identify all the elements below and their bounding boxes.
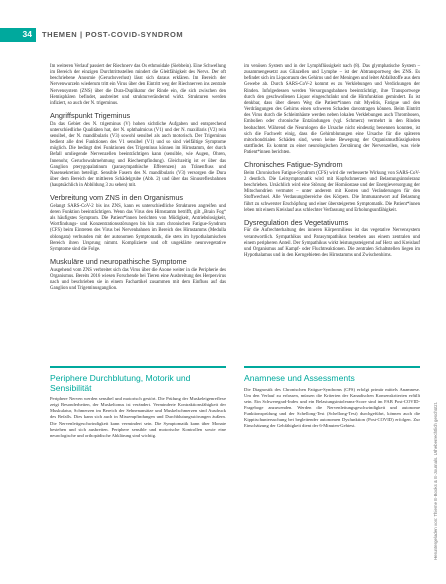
heading-fatigue: Chronisches Fatigue-Syndrom [244,160,343,170]
muskel-paragraph: Ausgehend vom ZNS verbreitet sich das Virus über die Axone weiter in die Peripherie des Organismus. Bereits 2016 wiesen Forschende bei Tieren eine Ausbreitung des Herpesvirus nach und beschrieben sie in einem Fachartikel zusammen mit dem Einfluss auf das Ganglion und Trigeminusganglion. [50,267,226,292]
info-box-periphery [50,366,226,439]
trigeminus-paragraph: Da das Gebiet des N. trigeminus (V) hohen sichtliche Aufgaben und entsprechend unterschiedliche Qualitäten hat, der N. ophthalmicus (V1) und der N. maxillaris (V2) rein sensibel, der N. mandibularis (V3) sowohl sensibel als auch motorisch. Der Trigeminus bedient alle drei Funktionen des V1 sensibel (V1) und so sind vielfältige Symptome möglich. Die bedingt drei Funktionen des Trigeminus können im Hirnstamm, der durch Befall umliegende Nervenzellen beeinträchtigen kann (sensible, wie Augen, Ohren, Innenohr, Geruchswahrnehmung und Riechempfindung). Gleichzeitig ist er über das Ganglion pterygopalatinum (parasympathische Efferenzen) an Tränenfluss und Nasensekretion beteiligt. Sensible Fasern des N. mandibularis (V3) versorgen die Dura über dem Bereich der mittleren Schädelgrube (Abb. 2) und über das Sinusreflexbahnen (hauptsächlich in Abbildung 3 zu sehen) mit. [50,121,226,189]
page-header [0,28,446,42]
intro-paragraph: Im weiteren Verlauf passiert der Riechnerv das Os ethmoidale (Siebbein). Eine Schwellung im Bereich der einzigen Durchtrittsstellen mindert die Gleitfähigkeit des Nervs. Der oft beschriebene Anosmie (Geruchsverlust) lässt sich daraus erklären. Im Bereich der Nervenwurzeln wiederum tritt ein Virus über den Eintritt weg der Riechnerven ins zentrale Nervensystem (ZNS) über die Dura-Duplikatur der Rinde ein, die sich zwischen den Hemisphären befindet, ausbreitet und strukturverändernd wirkt. Strukturen werden infiziert, so auch der N. trigeminus. [50,64,226,106]
dysregulation-paragraph: Für die Aufrechterhaltung des inneren Körpermilieus ist das vegetative Nervensystem verantwortlich. Sympathikus und Parasympathikus bestehen aus einem zentralen und einem peripheren Anteil. Der Sympathikus wirkt leistungssteigernd auf Herz und Kreislauf und Organismus auf Kampf- oder Fluchtreaktionen. Die zentralen Schaltstellen liegen im Hypothalamus und in den Kerngebieten des Hirnstamms und Zwischenhirns. [244,228,420,259]
side-note-text: Heruntergeladen von: Thieme E-Books & E-Journals. Urheberrechtlich geschützt. [433,401,438,560]
box-text-periphery: Periphere Nerven werden sensibel und motorisch gestört. Die Prüfung der Muskeleigenreflexe zeigt Besonderheiten, der Muskeltonus ist verändert. Verminderte Kontraktionsfähigkeit der Muskulatur, Schmerzen im Bereich der Sehnenansätze und Muskelschmerzen sind Ausdruck des Befalls. Dies kann sich auch in Missempfindungen und Durchblutungsstörungen äußern. Die Nervenleitgeschwindigkeit kann vermindert sein. Die Symptomatik kann über Monate bestehen und sich ausbreiten. Periphere sensible und motorische Kontrollen sowie eine neurologische und orthopädische Abklärung sind wichtig. [50,396,226,438]
box-text-anamnesis: Die Diagnostik des Chronischen Fatigue-Syndroms (CFS) erfolgt primär mittels Anamnese. Um den Verlauf zu erfassen, müssen die Kriterien der Kanadischen Konsenskriterien erfüllt sein. Ein Schweregrad-Index und ein Belastungsintoleranz-Score sind im FAB Post-COVID-Frageboge anzuwenden. Werden die Nervenleitungsgeschwindigkeit und autonome Funktionsprüfung und der Schellong-Test (Schellong-Test) durchgeführt, können auch die Kipptischuntersuchung bei begleitender autonomen Dysfunktion (Post-COVID) erfolgen. Zur Einschätzung der Gehfähigkeit dient der 6-Minuten-Gehtest. [244,386,420,429]
left-column [50,64,226,292]
box-divider [244,366,420,368]
heading-trigeminus: Angriffspunkt Trigeminus [50,111,131,121]
box-divider [50,366,226,368]
running-title: THEMEN | POST-COVID-SYNDROM [42,30,184,39]
info-box-anamnesis [244,366,420,429]
heading-zns: Verbreitung vom ZNS in den Organismus [50,193,184,203]
right-intro-paragraph: im venösen System und in der Lymphflüssigkeit nach (8). Das glymphatische System – zusammengesetzt aus Gliazellen und Lymphe – ist der Abtransportweg des ZNS. Es befindet sich im Liquorraum des Gehirns und der Meningen und leitet Abfallstoffe aus dem Gewebe ab. Durch SARS-CoV-2 kommt es zu Verklebungen und Verdickungen der Rinden. Infolgedessen werden Versorgungsbahnen beeinträchtigt, ihre Transportwege durch den geschwollenen Liquor eingeschränkt und die Hirnfunktion gemindert. Es ist denkbar, dass über diesen Weg die Patient*innen mit Myelitis, Fatigue und den Verdrängungen des Gehirns einen schweren Schaden davontragen können. Beim Eintritt des Virus durch die Schleimhäute werden neben lokalen Verklebungen auch Thrombosen, Embolien oder chronische Entzündungen (vgl. Schmerz) vermehrt in den Rinden beobachtet. Während die Neurologen die Ursache nicht eindeutig benennen konnten, ist sich die Fachwelt einig, dass die Gehirnblutungen eine Ursache für die späteren mitochondrialen Schäden sind, wenn keine Bewegung der Organismusflüssigkeiten stattfindet. Es kommt zu einer neurologischen Zerstörung der Nervenzellen, was viele Patient*innen berichten. [244,64,420,156]
zns-paragraph: Gelangt SARS-CoV-2 bis ins ZNS, kann es unterschiedliche Strukturen angreifen und deren Funktion beeinträchtigen. Wenn das Virus den Hirnstamm betrifft, gilt „Brain Fog“ als häufigstes Symptom. Die Patient*innen berichten von Müdigkeit, Antriebslosigkeit, Wortfindungs- und Konzentrationsstörungen bis hin zum chronischen Fatigue-Syndrom (CFS) beim Eintreten des Virus bei Nervenbahnen im Bereich des Hirnstamms (Medulla oblongata) verbunden mit der autonomen Symptomatik, die stets im hypothalamischen Bereich ihren Ursprung nimmt. Komplizierte und oft ungeklärte neurovegetative Symptome sind die Folge. [50,203,226,252]
page-number: 34 [22,29,32,39]
fatigue-paragraph: Beim Chronischen Fatigue-Syndrom (CFS) wird die verbesserte Wirkung von SARS-CoV-2 deutlich. Die Leitsymptomatik wird mit Kopfschmerzen und Belastungsintoleranz beschrieben. Ursächlich wird eine Störung der Homöostase und der Energieversorgung der Mitochondrien vermutet – unter anderem mit Kosten und Veränderungen für den Stoffwechsel. Alle Verdauungsbereiche des Körpers. Die Immunantwort auf Belastung führt zu schwerster Erschöpfung und einer übersteigerten Symptomatik. Die Patient*innen leben mit einem Kreislauf aus schlechter Verfassung und Erholungsunfähigkeit. [244,170,420,213]
side-copyright-note [428,290,442,560]
box-title-periphery: Periphere Durchblutung, Motorik und Sensibilität [50,373,191,393]
right-column [244,64,420,259]
heading-muskel: Muskuläre und neuropathische Symptome [50,257,187,267]
page-number-box [0,28,36,42]
heading-dysregulation: Dysregulation des Vegetativums [244,217,349,227]
box-title-anamnesis: Anamnese und Assessments [244,373,355,383]
